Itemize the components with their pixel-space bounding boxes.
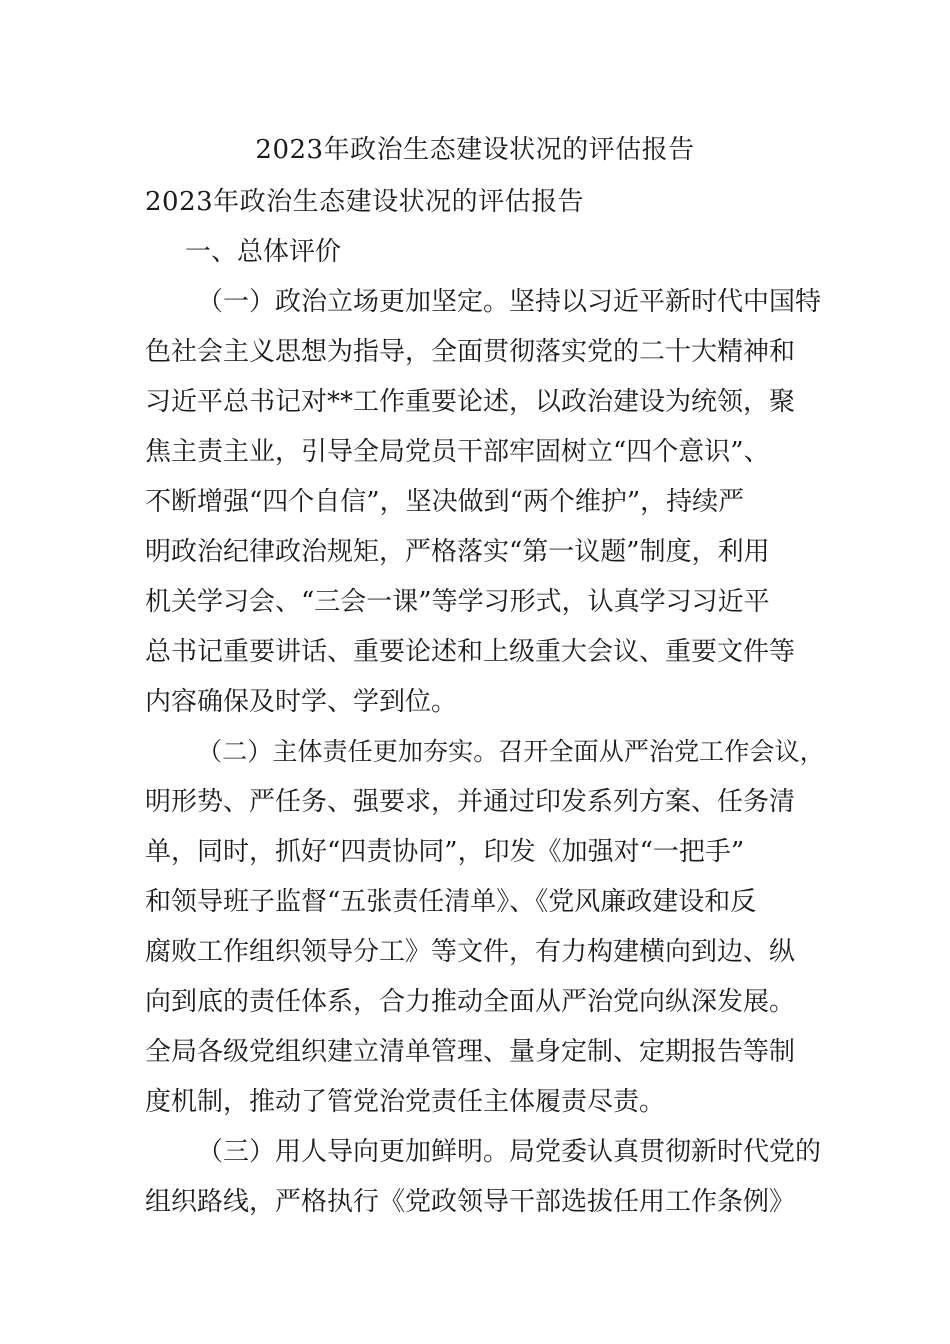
paragraph-line: （二）主体责任更加夯实。召开全面从严治党工作会议， xyxy=(197,737,825,766)
document-body xyxy=(145,177,825,1227)
paragraph-line: （一）政治立场更加坚定。坚持以习近平新时代中国特 xyxy=(197,287,822,317)
paragraph-line: 不断增强“四个自信”，坚决做到“两个维护”，持续严 xyxy=(145,487,745,517)
paragraph-line: 机关学习会、“三会一课”等学习形式，认真学习习近平 xyxy=(145,587,770,617)
paragraph-line: 明政治纪律政治规矩，严格落实“第一议题”制度，利用 xyxy=(145,537,770,567)
paragraph-line: 度机制，推动了管党治党责任主体履责尽责。 xyxy=(145,1087,666,1117)
paragraph-line: 全局各级党组织建立清单管理、量身定制、定期报告等制 xyxy=(145,1037,796,1067)
paragraph-line: 内容确保及时学、学到位。 xyxy=(145,687,458,717)
paragraph-line: 习近平总书记对**工作重要论述，以政治建设为统领，聚 xyxy=(145,387,796,417)
paragraph-line: 组织路线，严格执行《党政领导干部选拔任用工作条例》 xyxy=(145,1187,796,1217)
paragraph-line: 明形势、严任务、强要求，并通过印发系列方案、任务清 xyxy=(145,787,796,817)
document-title: 2023年政治生态建设状况的评估报告 xyxy=(255,135,695,165)
paragraph-line: 焦主责主业，引导全局党员干部牢固树立“四个意识”、 xyxy=(145,437,770,467)
paragraph-political-stance xyxy=(145,277,825,727)
document-subtitle: 2023年政治生态建设状况的评估报告 xyxy=(145,187,585,217)
paragraph-line: 和领导班子监督“五张责任清单》、《党风廉政建设和反 xyxy=(145,887,757,917)
paragraph-personnel-orientation xyxy=(145,1127,825,1227)
section-heading: 一、总体评价 xyxy=(185,237,342,267)
paragraph-line: 腐败工作组织领导分工》等文件，有力构建横向到边、纵 xyxy=(145,937,796,967)
paragraph-main-responsibility xyxy=(145,727,825,1127)
paragraph-line: 向到底的责任体系，合力推动全面从严治党向纵深发展。 xyxy=(145,987,796,1017)
paragraph-line: 总书记重要讲话、重要论述和上级重大会议、重要文件等 xyxy=(145,637,796,667)
paragraph-line: 单，同时，抓好“四责协同”，印发《加强对“一把手” xyxy=(145,837,745,867)
paragraph-line: （三）用人导向更加鲜明。局党委认真贯彻新时代党的 xyxy=(197,1137,822,1167)
paragraph-line: 色社会主义思想为指导，全面贯彻落实党的二十大精神和 xyxy=(145,337,796,367)
